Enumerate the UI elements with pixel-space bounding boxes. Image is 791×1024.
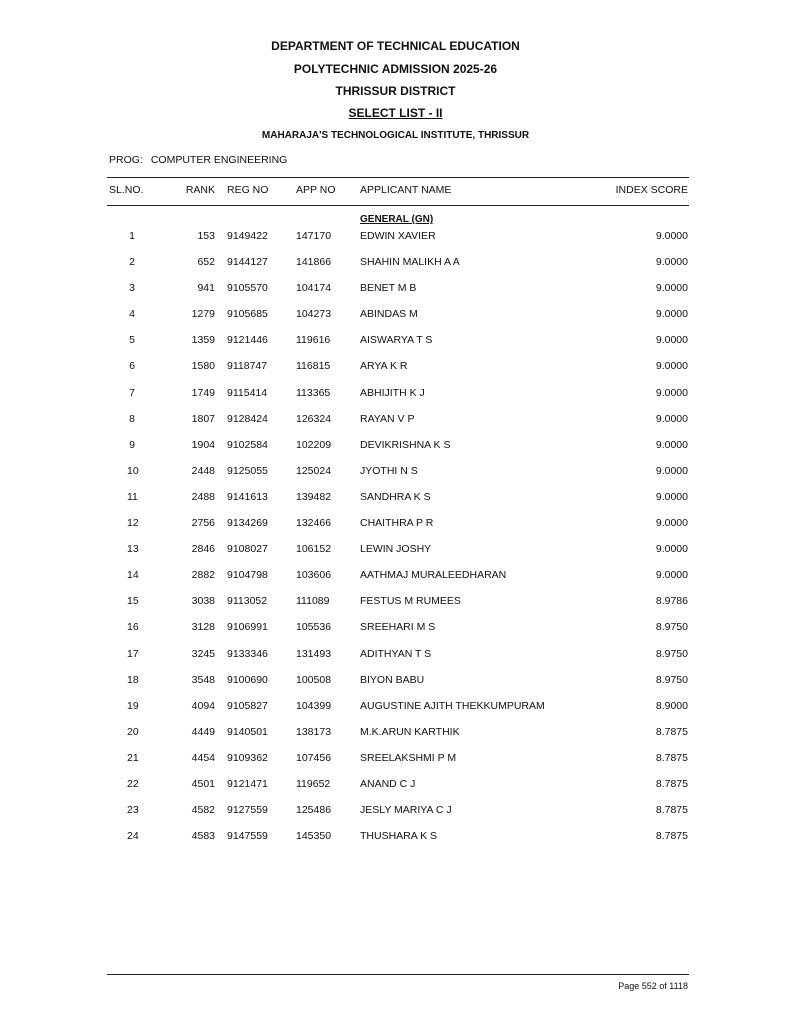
cell-index-score: 9.0000 [655,490,688,503]
cell-rank: 1279 [191,308,215,321]
table-row [0,334,791,360]
cell-rank: 2846 [191,543,215,556]
cell-applicant-name: M.K.ARUN KARTHIK [360,725,460,738]
col-header-slno: SL.NO. [109,184,144,196]
cell-appno: 131493 [296,647,332,660]
cell-appno: 132466 [296,517,332,530]
cell-applicant-name: FESTUS M RUMEES [360,595,461,608]
table-row [0,387,791,413]
cell-regno: 9100690 [227,673,268,686]
cell-appno: 104273 [296,308,332,321]
cell-appno: 111089 [296,595,330,608]
cell-applicant-name: AATHMAJ MURALEEDHARAN [360,569,507,582]
cell-rank: 2882 [191,569,215,582]
cell-rank: 4449 [191,725,215,738]
cell-applicant-name: BIYON BABU [360,673,425,686]
table-top-rule [107,177,689,178]
cell-index-score: 9.0000 [655,386,688,399]
cell-index-score: 9.0000 [655,256,688,269]
table-row [0,282,791,308]
table-row [0,700,791,726]
cell-rank: 4454 [191,751,215,764]
cell-slno: 4 [129,308,135,321]
cell-applicant-name: ABINDAS M [360,308,418,321]
cell-index-score: 9.0000 [655,282,688,295]
cell-regno: 9102584 [227,438,268,451]
cell-regno: 9121471 [227,777,268,790]
cell-index-score: 8.7875 [655,725,688,738]
cell-applicant-name: LEWIN JOSHY [360,543,432,556]
cell-slno: 11 [127,490,138,503]
cell-applicant-name: JYOTHI N S [360,464,418,477]
cell-appno: 113365 [296,386,331,399]
cell-rank: 3245 [191,647,215,660]
cell-regno: 9115414 [227,386,268,399]
cell-regno: 9118747 [227,360,268,373]
cell-rank: 1580 [191,360,215,373]
cell-rank: 3548 [191,673,215,686]
cell-regno: 9141613 [227,490,268,503]
cell-applicant-name: THUSHARA K S [360,830,438,843]
cell-index-score: 8.9750 [655,621,688,634]
cell-slno: 13 [127,543,139,556]
cell-regno: 9108027 [227,543,268,556]
cell-index-score: 9.0000 [655,517,688,530]
cell-slno: 6 [129,360,135,373]
program-label: PROG: [109,154,143,166]
cell-index-score: 9.0000 [655,438,688,451]
category-heading: GENERAL (GN) [360,214,434,225]
table-row [0,648,791,674]
department-title: DEPARTMENT OF TECHNICAL EDUCATION [271,39,520,53]
cell-slno: 10 [127,464,139,477]
table-row [0,595,791,621]
cell-appno: 104399 [296,699,332,712]
table-row [0,830,791,856]
table-row [0,674,791,700]
table-row [0,413,791,439]
col-header-regno: REG NO [227,184,269,196]
cell-regno: 9133346 [227,647,268,660]
cell-slno: 22 [127,777,139,790]
table-row [0,256,791,282]
cell-applicant-name: SREELAKSHMI P M [360,751,457,764]
cell-rank: 4501 [191,777,215,790]
table-row [0,465,791,491]
cell-applicant-name: AISWARYA T S [360,334,433,347]
table-row [0,804,791,830]
cell-appno: 126324 [296,412,332,425]
table-row [0,308,791,334]
footer-rule [107,974,689,975]
cell-regno: 9140501 [227,725,268,738]
program-line [109,154,287,166]
cell-index-score: 8.9750 [655,673,688,686]
institute-name: MAHARAJA'S TECHNOLOGICAL INSTITUTE, THRISSUR [261,130,530,141]
cell-index-score: 9.0000 [655,334,688,347]
cell-appno: 138173 [296,725,332,738]
cell-appno: 141866 [296,256,332,269]
cell-applicant-name: ADITHYAN T S [360,647,432,660]
cell-appno: 125024 [296,464,332,477]
cell-appno: 119652 [296,777,331,790]
cell-slno: 9 [129,438,135,451]
cell-regno: 9127559 [227,804,268,817]
cell-index-score: 8.7875 [655,751,688,764]
cell-slno: 17 [127,647,139,660]
cell-regno: 9125055 [227,464,268,477]
cell-rank: 2488 [191,490,215,503]
cell-index-score: 8.9750 [655,647,688,660]
cell-rank: 4094 [191,699,215,712]
cell-slno: 5 [129,334,135,347]
cell-applicant-name: ABHIJITH K J [360,386,425,399]
cell-slno: 12 [127,517,139,530]
cell-rank: 3038 [191,595,215,608]
cell-slno: 24 [127,830,139,843]
table-row [0,439,791,465]
cell-regno: 9106991 [227,621,268,634]
cell-applicant-name: SREEHARI M S [360,621,436,634]
cell-regno: 9144127 [227,256,268,269]
table-header [0,184,791,198]
cell-slno: 19 [127,699,139,712]
cell-applicant-name: RAYAN V P [360,412,415,425]
cell-applicant-name: SHAHIN MALIKH A A [360,256,460,269]
cell-index-score: 9.0000 [655,569,688,582]
district-title: THRISSUR DISTRICT [335,84,456,98]
cell-rank: 652 [197,256,215,269]
cell-index-score: 8.7875 [655,777,688,790]
cell-regno: 9121446 [227,334,268,347]
table-row [0,491,791,517]
cell-applicant-name: ARYA K R [360,360,408,373]
cell-slno: 20 [127,725,139,738]
cell-rank: 4582 [191,804,215,817]
applicant-table-body [0,230,791,856]
program-value: COMPUTER ENGINEERING [150,154,288,166]
cell-appno: 125486 [296,804,332,817]
cell-applicant-name: SANDHRA K S [360,490,431,503]
table-row [0,230,791,256]
col-header-appno: APP NO [296,184,336,196]
cell-slno: 1 [129,230,135,242]
cell-slno: 21 [127,751,139,764]
cell-rank: 4583 [191,830,215,843]
cell-rank: 153 [197,230,215,242]
table-row [0,543,791,569]
cell-appno: 100508 [296,673,332,686]
cell-slno: 3 [129,282,135,295]
cell-index-score: 8.9786 [655,595,688,608]
cell-slno: 15 [127,595,139,608]
cell-index-score: 9.0000 [655,360,688,373]
cell-slno: 18 [127,673,139,686]
cell-regno: 9147559 [227,830,268,843]
cell-rank: 3128 [191,621,215,634]
cell-regno: 9105570 [227,282,268,295]
cell-slno: 2 [129,256,135,269]
cell-appno: 104174 [296,282,332,295]
cell-regno: 9105685 [227,308,268,321]
table-row [0,569,791,595]
cell-regno: 9113052 [227,595,268,608]
cell-regno: 9149422 [227,230,268,242]
cell-applicant-name: JESLY MARIYA C J [360,804,452,817]
table-row [0,360,791,386]
col-header-applicant-name: APPLICANT NAME [360,184,452,196]
cell-appno: 145350 [296,830,332,843]
cell-applicant-name: BENET M B [360,282,417,295]
cell-regno: 9128424 [227,412,268,425]
cell-applicant-name: EDWIN XAVIER [360,230,436,242]
cell-regno: 9105827 [227,699,268,712]
cell-appno: 105536 [296,621,332,634]
cell-index-score: 9.0000 [655,412,688,425]
col-header-rank: RANK [185,184,215,196]
cell-rank: 2756 [191,517,215,530]
cell-rank: 1904 [191,438,215,451]
table-row [0,517,791,543]
cell-slno: 16 [127,621,139,634]
cell-rank: 1359 [191,334,215,347]
cell-appno: 106152 [296,543,332,556]
cell-regno: 9134269 [227,517,268,530]
cell-appno: 102209 [296,438,332,451]
cell-rank: 941 [197,282,215,295]
cell-index-score: 9.0000 [655,464,688,477]
cell-index-score: 8.9000 [655,699,688,712]
cell-slno: 8 [129,412,135,425]
cell-index-score: 9.0000 [655,543,688,556]
cell-appno: 147170 [296,230,332,242]
cell-rank: 2448 [191,464,215,477]
table-row [0,726,791,752]
admission-title: POLYTECHNIC ADMISSION 2025-26 [293,62,498,76]
cell-appno: 103606 [296,569,332,582]
cell-applicant-name: DEVIKRISHNA K S [360,438,451,451]
cell-applicant-name: CHAITHRA P R [360,517,434,530]
cell-applicant-name: ANAND C J [360,777,416,790]
table-row [0,778,791,804]
cell-applicant-name: AUGUSTINE AJITH THEKKUMPURAM [360,699,545,712]
cell-slno: 23 [127,804,139,817]
cell-regno: 9109362 [227,751,268,764]
cell-appno: 139482 [296,490,332,503]
cell-slno: 7 [129,386,135,399]
cell-rank: 1807 [191,412,215,425]
table-header-rule [107,205,689,206]
table-row [0,752,791,778]
col-header-index-score: INDEX SCORE [615,184,688,196]
list-title: SELECT LIST - II [348,106,443,120]
cell-appno: 107456 [296,751,332,764]
cell-appno: 119616 [296,334,331,347]
cell-rank: 1749 [191,386,215,399]
cell-index-score: 8.7875 [655,804,688,817]
cell-index-score: 8.7875 [655,830,688,843]
cell-index-score: 9.0000 [655,230,688,242]
cell-slno: 14 [127,569,139,582]
cell-appno: 116815 [296,360,331,373]
table-row [0,621,791,647]
cell-index-score: 9.0000 [655,308,688,321]
page-number: Page 552 of 1118 [618,981,688,991]
cell-regno: 9104798 [227,569,268,582]
